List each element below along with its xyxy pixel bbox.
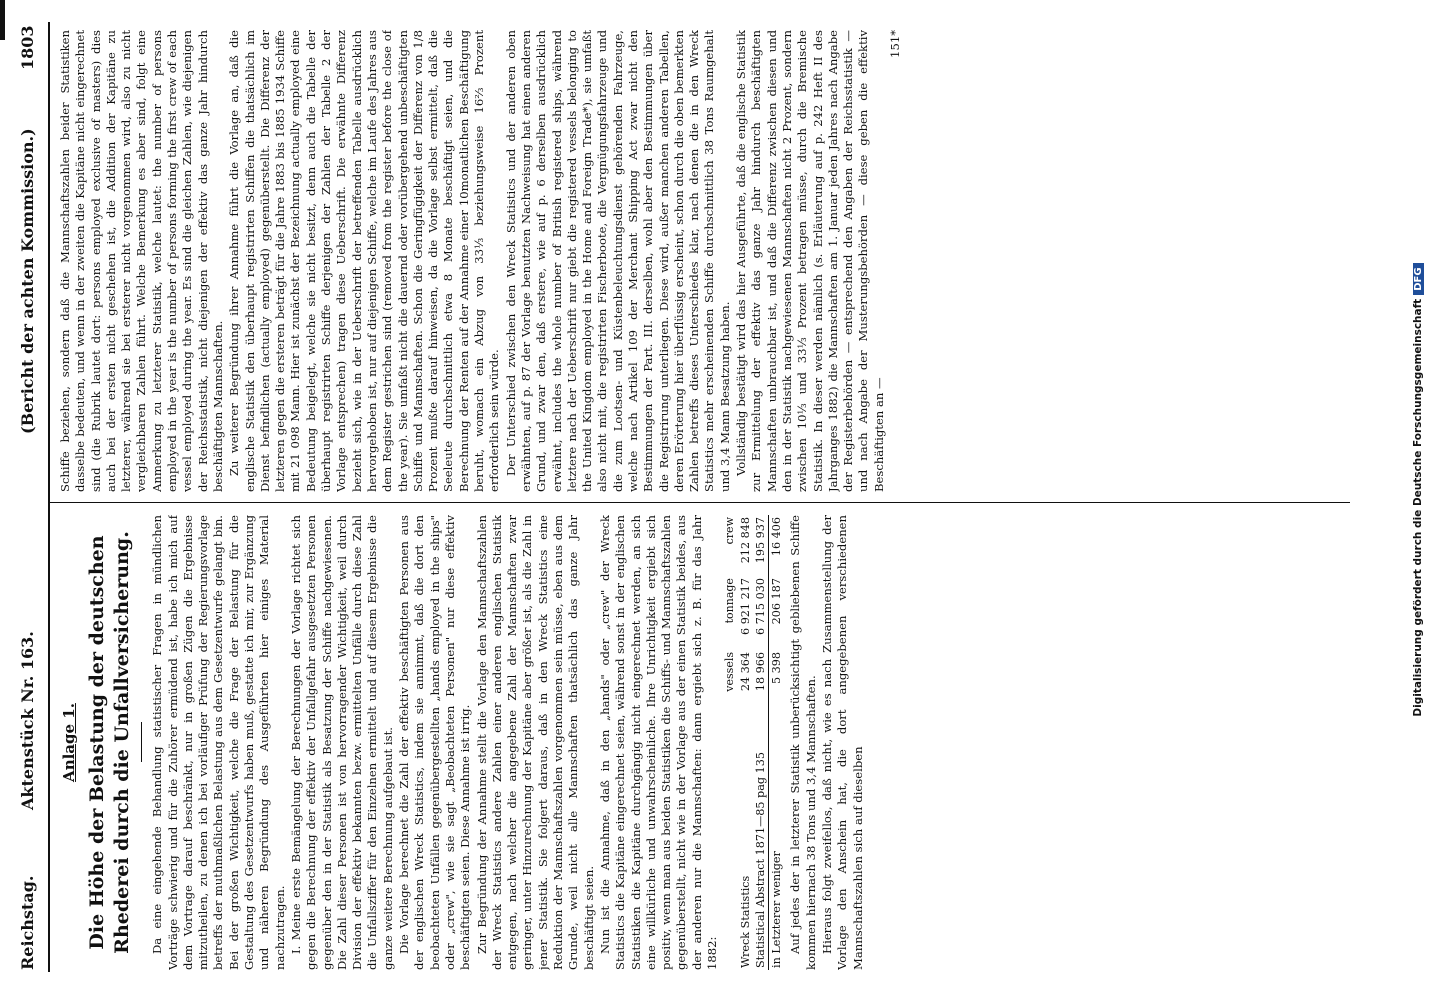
table-row (753, 515, 769, 970)
paragraph: Der Unterschied zwischen den Wreck Statistics und der anderen oben erwähnten, auf p. 87 der Vorlage benutzten Nachweisung hat einen anderen Grund, und zwar den, daß erstere, wie auf p. 6 derselben ausdrücklich erwähnt, includes the whole number of British registered ships, während letztere nach der Ueberschrift nur giebt die registered vessels belonging to the United Kingdom employed in the Home and Foreign Trade*), sie umfaßt also nicht mit, die registrirten Fischerboote, die Vergnügungsfahrzeuge und die zum Lootsen- und Küstenbeleuchtungsdienst gehörenden Fahrzeuge, welche nach Artikel 109 der Merchant Shipping Act zwar nicht den Bestimmungen der Part. III. derselben, wohl aber den Bestimmungen über die Registrirung unterliegen. Diese wird, außer manchen anderen Tabellen, deren Erörterung hier überflüssig erscheint, schon durch die oben bemerkten Zahlen betreffs dieses Unterschiedes klar, nach denen die in den Wreck Statistics mehr erscheinenden Schiffe durchschnittlich 38 Tons Raumgehalt und 3,4 Mann Besatzung haben. (503, 30, 732, 492)
left-column (58, 515, 1388, 970)
scan-edge-mark (0, 0, 5, 40)
dfg-logo-badge: DFG (1413, 263, 1424, 294)
digitization-credit (1412, 20, 1430, 960)
table-row (769, 515, 785, 970)
catchword: 151* (888, 30, 903, 58)
table-header-cell: crew (723, 517, 737, 545)
credit-text: Digitalisierung gefördert durch die Deutsche Forschungsgemeinschaft (1412, 298, 1424, 717)
table-cell: 24 364 (738, 652, 752, 692)
table-row (738, 515, 753, 970)
table-cell: 195 937 (753, 517, 767, 564)
paragraph: Nun ist die Annahme, daß in den „hands" oder „crew" der Wreck Statistics die Kapitäne eingerechnet seien, während sonst in der englischen Statistiken die Kapitäne durchgängig nicht eingerechnet werden, an sich eine willkürliche und unwahrscheinliche. Ihre Unrichtigkeit ergiebt sich positiv, wenn man aus beiden Statistiken die Schiffs- und Mannschaftszahlen gegenüberstellt, nicht wie in der Vorlage aus der einen Statistik beides, aus der anderen nur die Mannschaften: dann ergiebt sich z. B. für das Jahr 1882: (597, 515, 719, 970)
paragraph: Auf jedes der in letzterer Statistik unberücksichtigt gebliebenen Schiffe kommen hiernach 38 Tons und 3,4 Mannschaften. (788, 515, 818, 970)
paragraph: Hieraus folgt zweifellos, daß nicht, wie es nach Zusammenstellung der Vorlage den Anschein hat, die dort angegebenen verschiedenen Mannschaftszahlen sich auf dieselben (820, 515, 865, 970)
header-right-text: (Bericht der achten Kommission.) (18, 128, 37, 434)
column-divider (50, 502, 1350, 503)
table-cell: 16 406 (769, 515, 785, 576)
table-cell: 5 398 (769, 650, 785, 703)
article-title: Die Höhe der Belastung der deutschen Rhederei durch die Unfallversicherung. (86, 531, 134, 954)
header-left: Reichstag. (18, 875, 37, 970)
table-cell: 6 921 217 (738, 578, 752, 635)
table-cell: 206 187 (769, 576, 785, 650)
paragraph: Zu weiterer Begründung ihrer Annahme führt die Vorlage an, daß die englische Statistik den überhaupt registrirten Schiffen die thatsächlich im Dienst befindlichen (actually employed) gegenüberstellt. Die Differenz der letzteren gegen die ersteren beträgt für die Jahre 1883 bis 1885 1934 Schiffe mit 21 098 Mann. Hier ist zunächst der Bezeichnung actually employed eine Bedeutung beigelegt, welche sie nicht besitzt, denn auch die Tabelle der überhaupt registrirten Schiffe derjenigen der Zahlen der Tabelle 2 der Vorlage entsprechen) tragen diese Ueberschrift. Die erwähnte Differenz bezieht sich, wie in der Ueberschrift der betreffenden Tabelle ausdrücklich hervorgehoben ist, nur auf diejenigen Schiffe, welche im Laufe des Jahres aus dem Register gestrichen sind (removed from the register before the close of the year). Sie umfaßt nicht die dauernd oder vorübergehend unbeschäftigten Schiffe und Mannschaften. Schon die Geringfügigkeit der Differenz von 1/8 Prozent mußte darauf hinweisen, da die Vorlage selbst ermittelt, daß die Seeleute durchschnittlich etwa 8 Monate beschäftigt seien, und die Berechnung der Renten auf der Annahme einer 10monatlichen Beschäftigung beruht, womach ein Abzug von 33⅓ beziehungsweise 16⅔ Prozent erforderlich sein würde. (227, 30, 502, 492)
page-number: 1803 (18, 25, 37, 70)
title-separator (141, 723, 142, 763)
paragraph: Schiffe beziehen, sondern daß die Mannschaftszahlen beider Statistiken dasselbe bedeuten, und wenn in der zweiten die Kapitäne nicht eingerechnet sind (die Rubrik lautet dort: persons employed exclusive of masters) dies auch bei der ersten nicht geschehen ist, die Addition der Kapitäne zu letzterer, während sie bei ersterer nicht vorgenommen wird, also zu nicht vergleichbaren Zahlen führt. Welche Bemerkung es aber sind, folgt eine Anmerkung zu letzterer Statistik, welche lautet: the number of persons employed in the year is the number of persons forming the first crew of each vessel employed during the year. Es sind die gleichen Zahlen, wie diejenigen der Reichsstatistik, nicht diejenigen der effektiv das ganze Jahr hindurch beschäftigten Mannschaften. (58, 30, 225, 492)
anlage-heading: Anlage 1. (60, 703, 78, 782)
table-cell: 6 715 030 (753, 578, 767, 635)
header-middle: Aktenstück Nr. 163. (18, 631, 37, 810)
paragraph: Die Vorlage berechnet die Zahl der effektiv beschäftigten Personen aus der englischen Wreck Statistics, indem sie annimmt, daß die dort den beobachteten Unfällen gegenübergestellten „hands employed in the ships" oder „crew", wie sie sagt „Beobachteten Personen" nur diese effektiv beschäftigten seien. Diese Annahme ist irrig. (397, 515, 473, 970)
table-cell: in Letzterer weniger (769, 703, 785, 970)
header-rule (48, 22, 50, 972)
table-header-cell: tonnage (723, 578, 737, 624)
paragraph: Zur Begründung der Annahme stellt die Vorlage den Mannschaftszahlen der Wreck Statistics andere Zahlen einer anderen englischen Statistik entgegen, nach welcher die angegebene Zahl der Mannschaften zwar geringer, unter Hinzurechnung der Kapitäne aber größer ist, als die Zahl in jener Statistik. Sie folgert daraus, daß in den Wreck Statistics eine Reduktion der Mannschaftszahlen vorgenommen sein müsse, eben aus dem Grunde, weil nicht alle Mannschaften thatsächlich das ganze Jahr beschäftigt seien. (474, 515, 596, 970)
table-cell: Statistical Abstract 1871—85 pag 135 (753, 752, 767, 968)
statistics-table (722, 515, 784, 970)
paragraph: Vollständig bestätigt wird das hier Ausgeführte, daß die englische Statistik zur Ermittelung der effektiv das ganze Jahr hindurch beschäftigten Mannschaften unbrauchbar ist, und daß die Differenz zwischen diesen und den in der Statistik nachgewiesenen Mannschaften nicht 2 Prozent, sondern zwischen 10⅓ und 33⅓ Prozent betragen müsse, durch die Bremische Statistik. In dieser werden nämlich (s. Erläuterung auf p. 242 Heft II des Jahrganges 1882) die Mannschaften am 1. Januar jeden Jahres nach Angabe der Registerbehörden — entsprechend den Angaben der Reichsstatistik — und nach Angabe der Musterungsbehörden — diese geben die effektiv Beschäftigten an — (734, 30, 886, 492)
paragraph: I. Meine erste Bemängelung der Berechnungen der Vorlage richtet sich gegen die Berechnung der effektiv der Unfallgefahr ausgesetzten Personen gegenüber den in der Statistik als Besatzung der Schiffe nachgewiesenen. Die Zahl dieser Personen ist von hervorragender Wichtigkeit, weil durch Division der effektiv bekannten bezw. ermittelten Unfälle durch diese Zahl die Unfallsziffer für den Einzelnen ermittelt und auf diesem Ergebnisse die ganze weitere Berechnung aufgebaut ist. (288, 515, 395, 970)
right-column (58, 30, 1388, 492)
table-header-row (722, 515, 737, 970)
paragraph: Da eine eingehende Behandlung statistischer Fragen in mündlichen Vorträge schwierig und für die Zuhörer ermüdend ist, habe ich mich auf dem Vortrage darauf beschränkt, nur in großen Zügen die Ergebnisse mitzutheilen, zu denen ich bei vorläufiger Prüfung der Regierungsvorlage betreffs der muthmaßlichen Belastung aus dem Gesetzentwurfe gelangt bin. Bei der großen Wichtigkeit, welche die Frage der Belastung für die Gestaltung des Gesetzentwurfs haben muß, gestatte ich mir, zur Ergänzung und näheren Begründung des Ausgeführten hier einiges Material nachzutragen. (150, 515, 287, 970)
table-header-cell: vessels (723, 652, 737, 692)
table-cell: 18 966 (753, 652, 767, 692)
table-cell: Wreck Statistics (738, 875, 752, 968)
table-cell: 212 848 (738, 517, 752, 564)
